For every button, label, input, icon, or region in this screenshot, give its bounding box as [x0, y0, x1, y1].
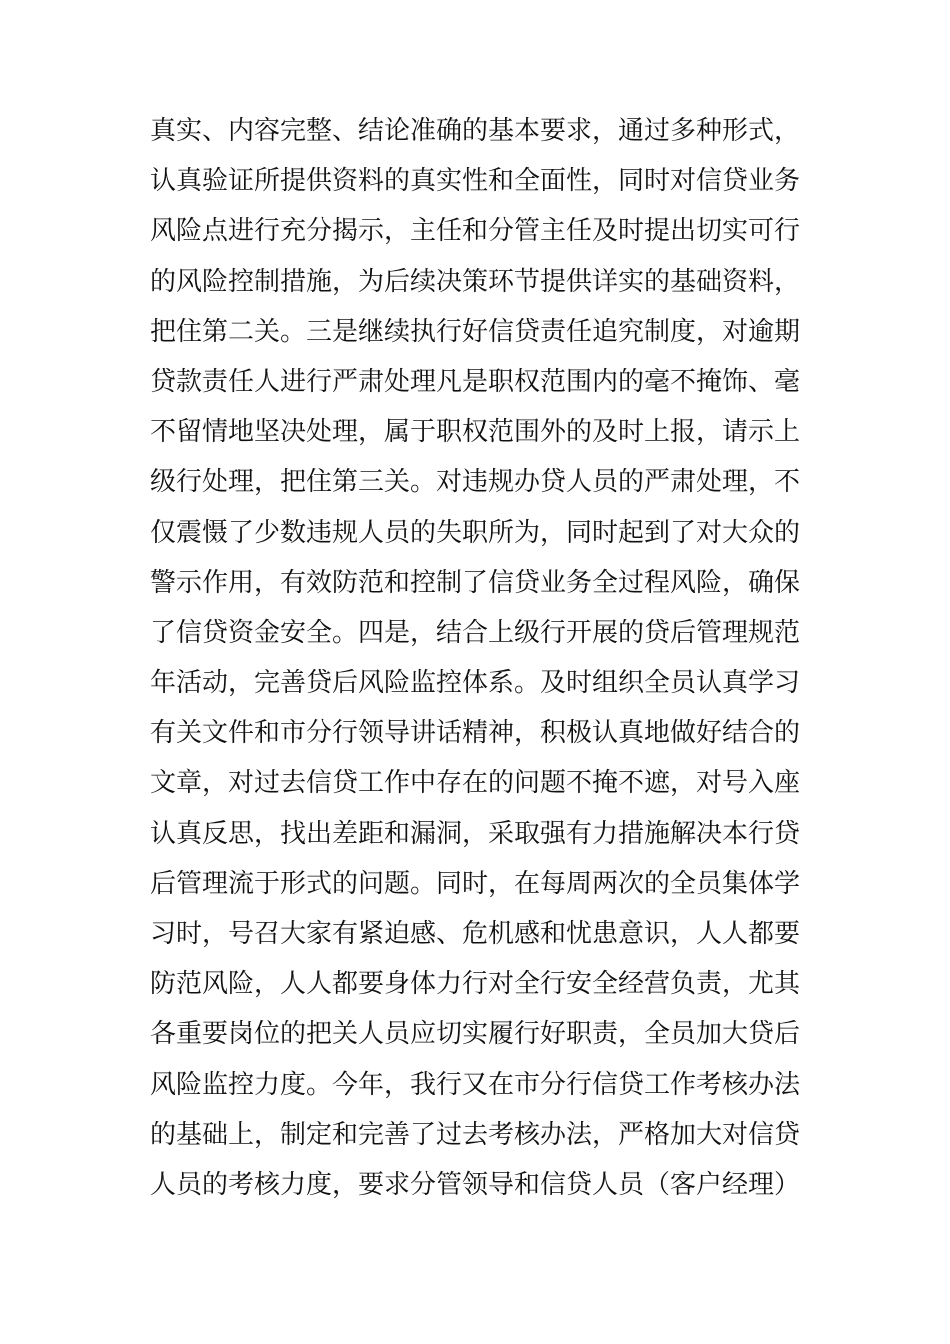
text-line: 真实、内容完整、结论准确的基本要求，通过多种形式， — [150, 116, 801, 146]
text-line: 的基础上，制定和完善了过去考核办法，严格加大对信贷 — [150, 1119, 801, 1150]
text-line: 贷款责任人进行严肃处理凡是职权范围内的毫不掩饰、毫 — [150, 366, 801, 397]
body-text — [150, 106, 800, 1210]
text-line: 人员的考核力度，要求分管领导和信贷人员（客户经理） — [150, 1169, 801, 1200]
text-line: 仅震慑了少数违规人员的失职所为，同时起到了对大众的 — [150, 517, 801, 548]
text-line: 了信贷资金安全。四是，结合上级行开展的贷后管理规范 — [150, 617, 801, 648]
text-line: 有关文件和市分行领导讲话精神，积极认真地做好结合的 — [150, 718, 801, 749]
text-line: 级行处理，把住第三关。对违规办贷人员的严肃处理，不 — [150, 467, 801, 498]
text-line: 认真反思，找出差距和漏洞，采取强有力措施解决本行贷 — [150, 818, 801, 849]
text-line: 把住第二关。三是继续执行好信贷责任追究制度，对逾期 — [150, 316, 801, 347]
text-line: 各重要岗位的把关人员应切实履行好职责，全员加大贷后 — [150, 1019, 801, 1050]
text-line: 文章，对过去信贷工作中存在的问题不掩不遮，对号入座 — [150, 768, 801, 799]
text-line: 认真验证所提供资料的真实性和全面性，同时对信贷业务 — [150, 166, 801, 197]
text-line: 风险监控力度。今年，我行又在市分行信贷工作考核办法 — [150, 1069, 801, 1100]
text-line: 年活动，完善贷后风险监控体系。及时组织全员认真学习 — [150, 668, 801, 699]
text-line: 后管理流于形式的问题。同时，在每周两次的全员集体学 — [150, 868, 801, 899]
text-line: 的风险控制措施，为后续决策环节提供详实的基础资料， — [150, 266, 801, 297]
text-line: 防范风险，人人都要身体力行对全行安全经营负责，尤其 — [150, 969, 801, 1000]
text-line: 风险点进行充分揭示，主任和分管主任及时提出切实可行 — [150, 216, 801, 247]
text-line: 警示作用，有效防范和控制了信贷业务全过程风险，确保 — [150, 567, 801, 598]
text-line: 习时，号召大家有紧迫感、危机感和忧患意识，人人都要 — [150, 919, 801, 949]
text-line: 不留情地坚决处理，属于职权范围外的及时上报，请示上 — [150, 417, 801, 448]
